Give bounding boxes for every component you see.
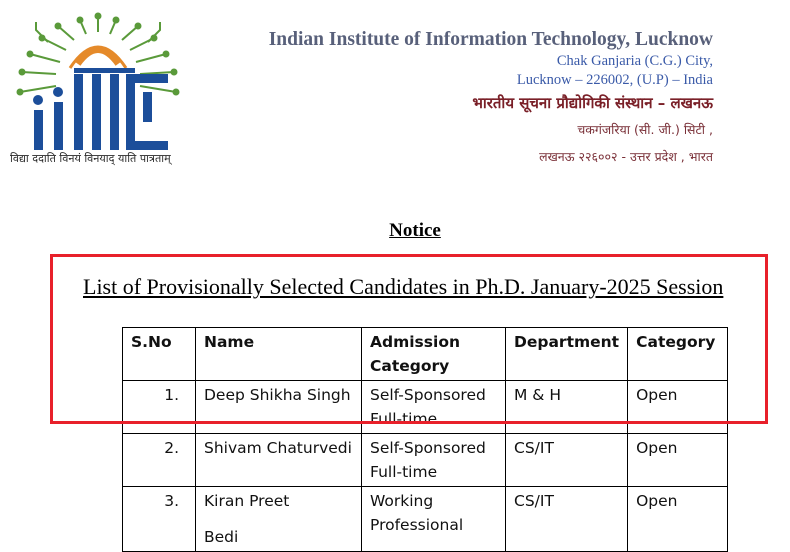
header-department: Department (506, 328, 628, 381)
address-line-1: Chak Ganjaria (C.G.) City, (556, 53, 713, 69)
table-row (123, 487, 728, 552)
highlight-box (50, 254, 768, 424)
institute-motto: विद्या ददाति विनयं विनयाद् याति पात्रताम् (10, 152, 171, 165)
institute-name: Indian Institute of Information Technology, Lucknow (268, 29, 713, 50)
cell-sno: 1. (123, 381, 196, 434)
cell-sno: 2. (123, 434, 196, 487)
cell-category: Open (628, 487, 728, 552)
cell-department: CS/IT (506, 434, 628, 487)
address-hindi-line-2: लखनऊ २२६००२ - उत्तर प्रदेश , भारत (539, 149, 713, 164)
cell-name: Shivam Chaturvedi (196, 434, 362, 487)
iiitl-logo (8, 12, 188, 170)
institute-header (269, 28, 713, 169)
header-admission-category: Admission Category (362, 328, 506, 381)
cell-department: CS/IT (506, 487, 628, 552)
header-category: Category (628, 328, 728, 381)
cell-admission-category: Self-Sponsored Full-time (362, 434, 506, 487)
table-row (123, 434, 728, 487)
header-name: Name (196, 328, 362, 381)
list-title: List of Provisionally Selected Candidates in Ph.D. January-2025 Session (83, 274, 724, 299)
address-hindi-line-1: चकगंजरिया (सी. जी.) सिटी , (577, 122, 713, 137)
cell-category: Open (628, 434, 728, 487)
cell-name (196, 487, 362, 552)
cell-name-line-1: Kiran Preet (204, 492, 290, 510)
institute-name-hindi: भारतीय सूचना प्रौद्योगिकी संस्थान – लखनऊ (472, 94, 713, 112)
cell-department: M & H (506, 381, 628, 434)
cell-category: Open (628, 381, 728, 434)
header-sno: S.No (123, 328, 196, 381)
cell-name-line-2: Bedi (204, 528, 239, 546)
address-line-2: Lucknow – 226002, (U.P) – India (516, 72, 713, 88)
cell-name: Deep Shikha Singh (196, 381, 362, 434)
cell-sno: 3. (123, 487, 196, 552)
cell-admission-category: Working Professional (362, 487, 506, 552)
notice-heading: Notice (389, 220, 441, 241)
cell-admission-category: Self-Sponsored Full-time (362, 381, 506, 434)
